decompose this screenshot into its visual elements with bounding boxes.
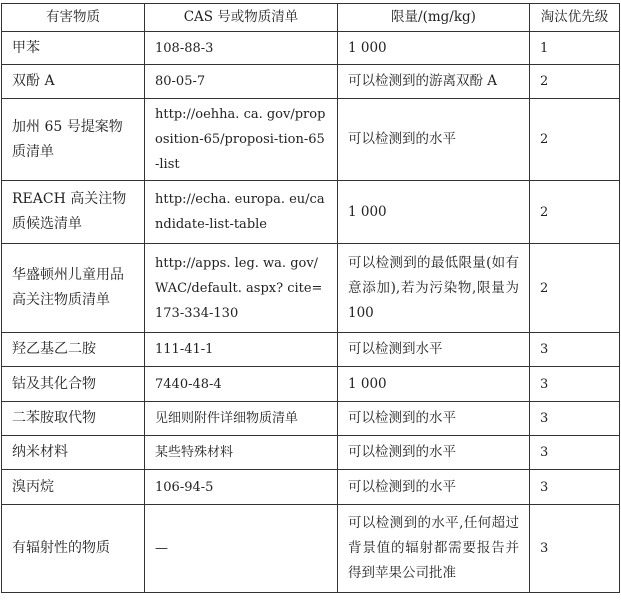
header-priority: 淘汰优先级 — [530, 4, 620, 32]
cell-substance: 华盛顿州儿童用品高关注物质清单 — [2, 244, 145, 333]
cell-priority: 3 — [530, 333, 620, 367]
table-row — [2, 32, 620, 65]
cell-limit: 可以检测到的水平 — [338, 436, 530, 470]
cell-substance: 羟乙基乙二胺 — [2, 333, 145, 367]
cell-priority: 2 — [530, 244, 620, 333]
cell-substance: 钴及其化合物 — [2, 367, 145, 402]
cell-priority: 2 — [530, 65, 620, 99]
table-row — [2, 470, 620, 505]
cell-priority: 2 — [530, 181, 620, 244]
cell-priority: 3 — [530, 505, 620, 593]
cell-cas: — — [145, 505, 338, 593]
table-row — [2, 99, 620, 181]
cell-substance: 甲苯 — [2, 32, 145, 65]
cell-cas: 见细则附件详细物质清单 — [145, 402, 338, 436]
cell-cas: http://echa. europa. eu/candidate-list-table — [145, 181, 338, 244]
cell-limit: 可以检测到的水平,任何超过背景值的辐射都需要报告并得到苹果公司批准 — [338, 505, 530, 593]
cell-substance: REACH 高关注物质候选清单 — [2, 181, 145, 244]
cell-priority: 3 — [530, 470, 620, 505]
cell-priority: 1 — [530, 32, 620, 65]
table-row — [2, 333, 620, 367]
cell-limit: 1 000 — [338, 181, 530, 244]
table-row — [2, 65, 620, 99]
cell-substance: 纳米材料 — [2, 436, 145, 470]
cell-cas: 111-41-1 — [145, 333, 338, 367]
cell-cas: 某些特殊材料 — [145, 436, 338, 470]
cell-cas: http://oehha. ca. gov/proposition-65/proposi-tion-65-list — [145, 99, 338, 181]
cell-limit: 1 000 — [338, 32, 530, 65]
cell-cas: 106-94-5 — [145, 470, 338, 505]
cell-limit: 可以检测到的游离双酚 A — [338, 65, 530, 99]
cell-limit: 可以检测到的水平 — [338, 99, 530, 181]
table-row — [2, 244, 620, 333]
cell-priority: 3 — [530, 402, 620, 436]
cell-priority: 3 — [530, 436, 620, 470]
header-limit: 限量/(mg/kg) — [338, 4, 530, 32]
cell-substance: 加州 65 号提案物质清单 — [2, 99, 145, 181]
table-row — [2, 181, 620, 244]
table-row — [2, 505, 620, 593]
cell-priority: 2 — [530, 99, 620, 181]
cell-limit: 可以检测到的水平 — [338, 470, 530, 505]
cell-limit: 可以检测到水平 — [338, 333, 530, 367]
header-cas: CAS 号或物质清单 — [145, 4, 338, 32]
hazardous-substances-table — [1, 3, 620, 593]
cell-cas: 80-05-7 — [145, 65, 338, 99]
table-row — [2, 367, 620, 402]
cell-limit: 可以检测到的最低限量(如有意添加),若为污染物,限量为 100 — [338, 244, 530, 333]
cell-limit: 1 000 — [338, 367, 530, 402]
cell-cas: 7440-48-4 — [145, 367, 338, 402]
cell-limit: 可以检测到的水平 — [338, 402, 530, 436]
header-substance: 有害物质 — [2, 4, 145, 32]
cell-priority: 3 — [530, 367, 620, 402]
table-row — [2, 402, 620, 436]
table-row — [2, 436, 620, 470]
table-header-row — [2, 4, 620, 32]
cell-substance: 有辐射性的物质 — [2, 505, 145, 593]
cell-substance: 二苯胺取代物 — [2, 402, 145, 436]
cell-substance: 溴丙烷 — [2, 470, 145, 505]
cell-cas: 108-88-3 — [145, 32, 338, 65]
cell-substance: 双酚 A — [2, 65, 145, 99]
cell-cas: http://apps. leg. wa. gov/WAC/default. aspx? cite=173-334-130 — [145, 244, 338, 333]
